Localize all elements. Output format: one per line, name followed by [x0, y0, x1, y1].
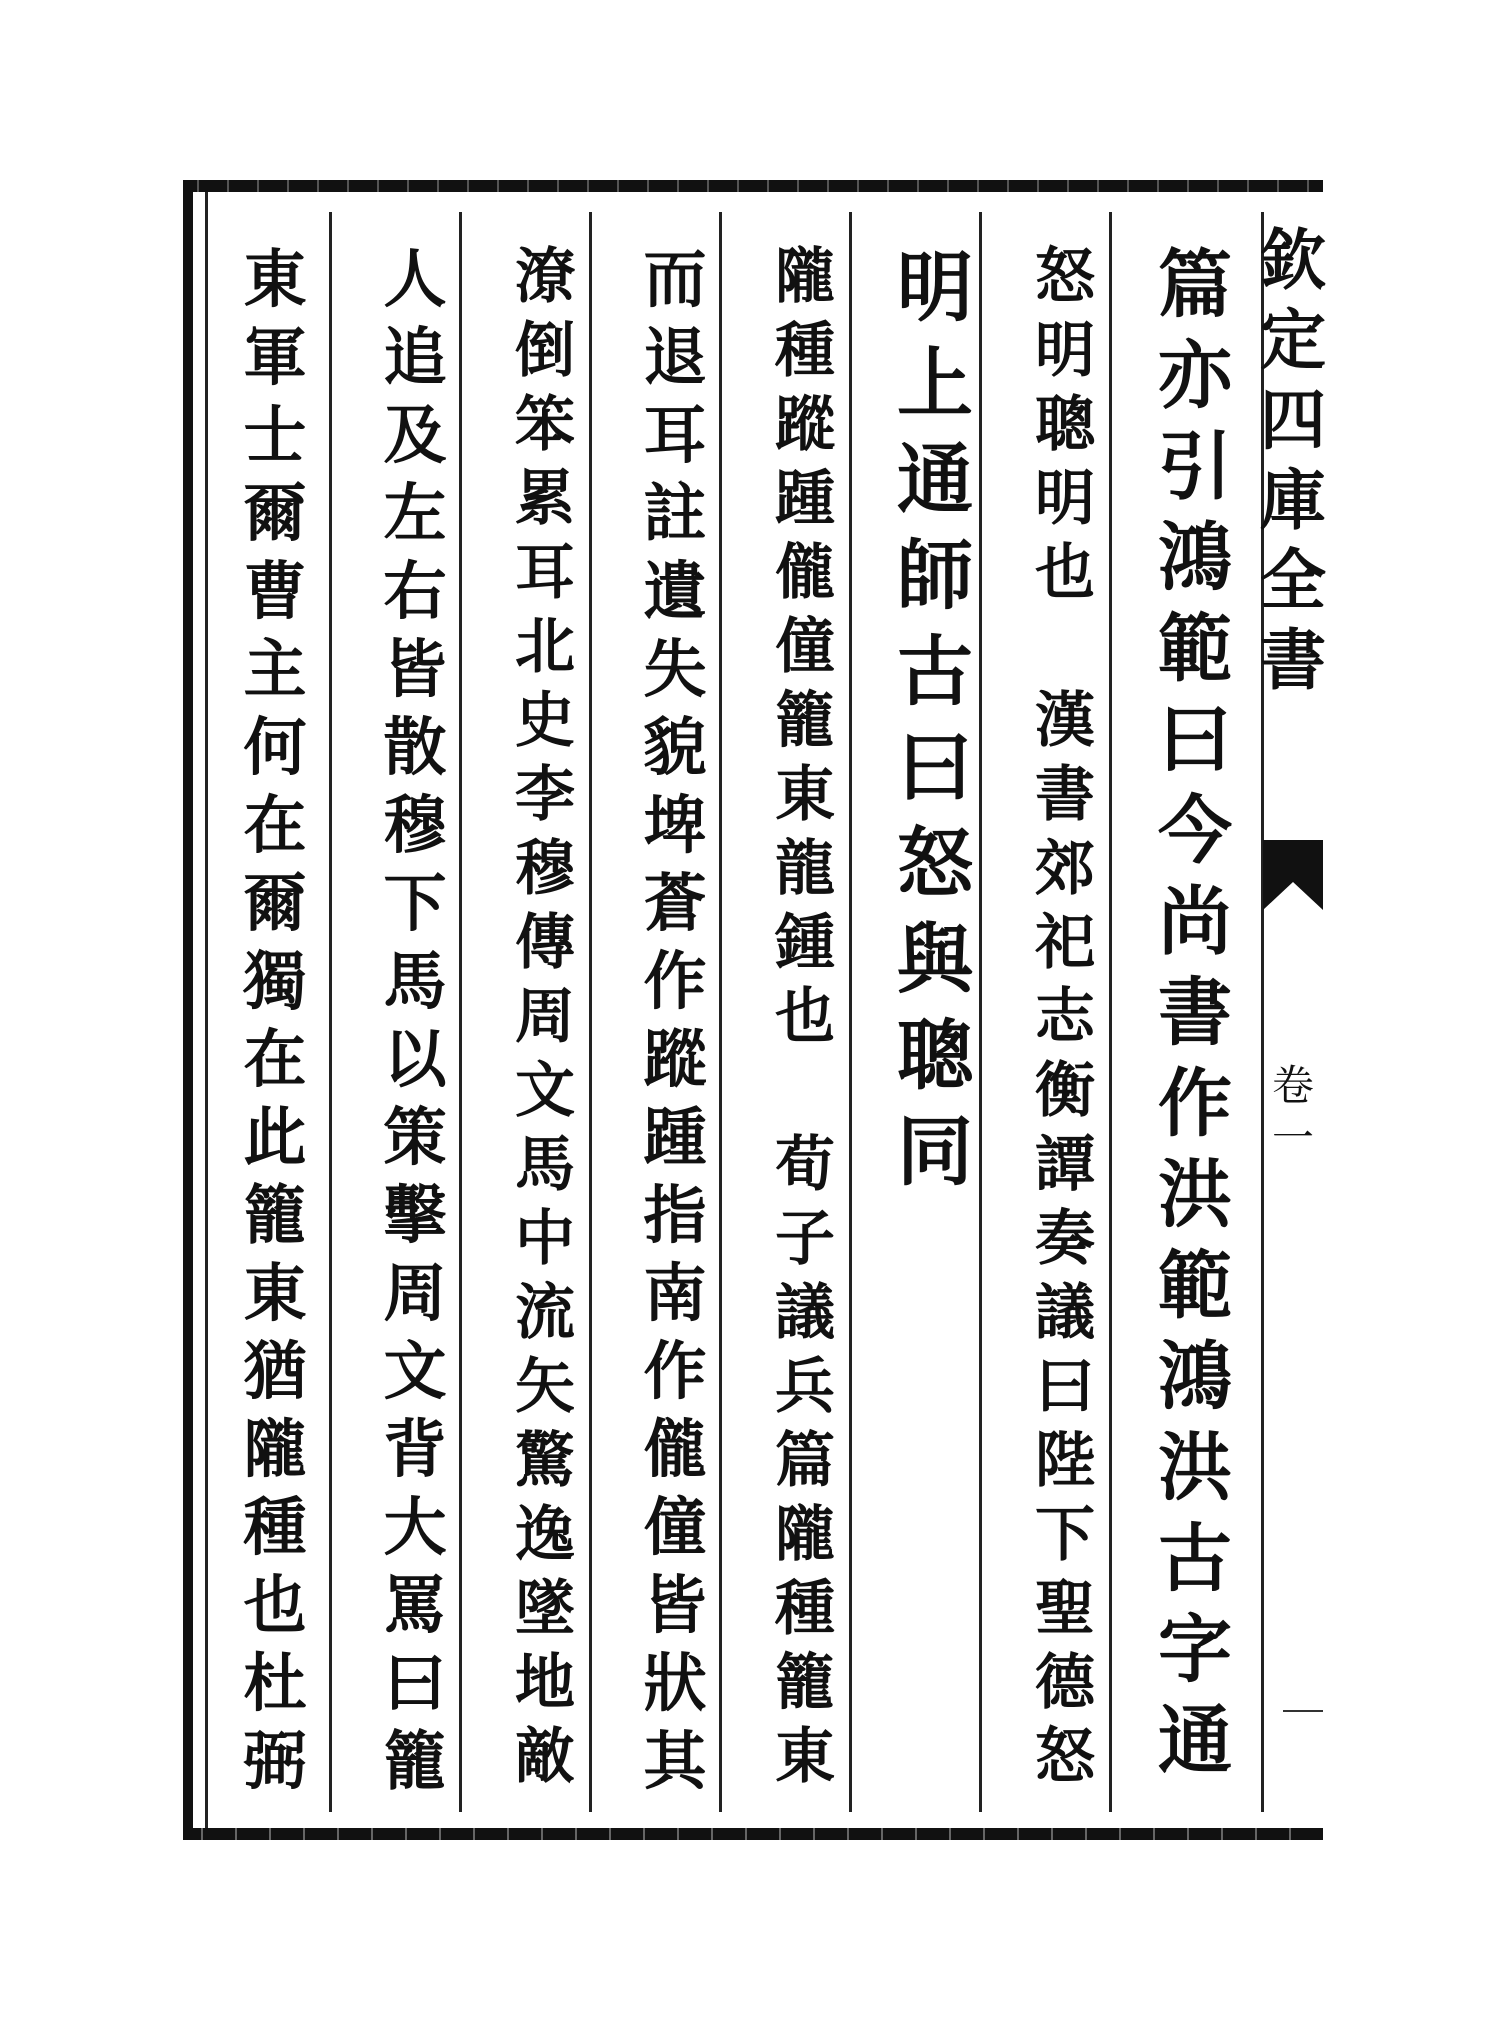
character: 種 — [243, 1490, 307, 1564]
character: 祀 — [1035, 908, 1095, 978]
character: 卷 — [1271, 1061, 1314, 1110]
character: 種 — [775, 1574, 835, 1644]
text-column-5 — [623, 240, 727, 1800]
character: 兵 — [775, 1352, 835, 1422]
character: 主 — [243, 632, 307, 706]
character: 子 — [775, 1204, 835, 1274]
character: 隴 — [243, 1412, 307, 1486]
character: 作 — [643, 944, 707, 1018]
character: 隴 — [775, 1500, 835, 1570]
character: 爾 — [243, 476, 307, 550]
character: 師 — [897, 531, 973, 620]
character: 定 — [1260, 301, 1326, 379]
character: 士 — [243, 398, 307, 472]
text-column-7 — [363, 240, 467, 1800]
character: 馬 — [515, 1130, 575, 1200]
character: 聖 — [1035, 1574, 1095, 1644]
character: 亦 — [1158, 333, 1232, 419]
character: 曰 — [1035, 1352, 1095, 1422]
character: 範 — [1158, 606, 1232, 692]
character: 軍 — [243, 320, 307, 394]
character: 奏 — [1035, 1204, 1095, 1274]
character: 此 — [243, 1100, 307, 1174]
frame-left-border — [183, 180, 193, 1840]
character: 北 — [515, 612, 575, 682]
character: 儱 — [643, 1412, 707, 1486]
character: 蹤 — [643, 1022, 707, 1096]
character: 蹤 — [775, 390, 835, 460]
character: 周 — [383, 1256, 447, 1330]
page-mark — [1283, 1710, 1323, 1712]
character: 累 — [515, 464, 575, 534]
character: 獨 — [243, 944, 307, 1018]
character: 志 — [1035, 982, 1095, 1052]
character: 四 — [1260, 381, 1326, 459]
character: 鍾 — [775, 908, 835, 978]
character: 穆 — [515, 834, 575, 904]
character: 踵 — [775, 464, 835, 534]
character: 周 — [515, 982, 575, 1052]
character: 譚 — [1035, 1130, 1095, 1200]
character: 籠 — [243, 1178, 307, 1252]
character: 狀 — [643, 1646, 707, 1720]
character: 明 — [1035, 316, 1095, 386]
character: 全 — [1260, 541, 1326, 619]
character: 聰 — [897, 1011, 973, 1100]
character: 墜 — [515, 1574, 575, 1644]
character: 大 — [383, 1490, 447, 1564]
character: 籠 — [775, 1648, 835, 1718]
text-column-6 — [493, 240, 597, 1794]
character: 通 — [897, 435, 973, 524]
character: 背 — [383, 1412, 447, 1486]
character: 也 — [243, 1568, 307, 1642]
character: 鴻 — [1158, 515, 1232, 601]
character: 漢 — [1035, 686, 1095, 756]
character: 今 — [1158, 788, 1232, 874]
character: 龍 — [775, 834, 835, 904]
character: 一 — [1271, 1113, 1314, 1162]
character: 埤 — [643, 788, 707, 862]
character: 曰 — [383, 1646, 447, 1720]
character: 杜 — [243, 1646, 307, 1720]
character: 怒 — [1035, 1722, 1095, 1792]
character: 種 — [775, 316, 835, 386]
character: 中 — [515, 1204, 575, 1274]
character: 書 — [1158, 970, 1232, 1056]
character: 東 — [243, 1256, 307, 1330]
character: 失 — [643, 632, 707, 706]
character: 以 — [383, 1022, 447, 1096]
character: 議 — [775, 1278, 835, 1348]
character: 史 — [515, 686, 575, 756]
character: 範 — [1158, 1243, 1232, 1329]
character: 策 — [383, 1100, 447, 1174]
character: 笨 — [515, 390, 575, 460]
character: 明 — [1035, 464, 1095, 534]
fish-tail-mark — [1263, 840, 1323, 910]
character: 陛 — [1035, 1426, 1095, 1496]
character: 衡 — [1035, 1056, 1095, 1126]
text-column-3 — [883, 240, 987, 1200]
character: 籠 — [775, 686, 835, 756]
character: 古 — [897, 627, 973, 716]
frame-inner-line — [205, 192, 208, 1828]
character: 怒 — [897, 819, 973, 908]
character: 同 — [897, 1107, 973, 1196]
character: 貌 — [643, 710, 707, 784]
margin-title — [1260, 220, 1326, 700]
character: 也 — [1035, 538, 1095, 608]
character: 擊 — [383, 1178, 447, 1252]
character: 儱 — [775, 538, 835, 608]
character: 蒼 — [643, 866, 707, 940]
character: 皆 — [383, 632, 447, 706]
character: 其 — [643, 1724, 707, 1798]
character: 與 — [897, 915, 973, 1004]
character: 作 — [1158, 1061, 1232, 1147]
character: 爾 — [243, 866, 307, 940]
character: 尚 — [1158, 879, 1232, 965]
character: 追 — [383, 320, 447, 394]
character: 下 — [383, 866, 447, 940]
frame-top-border — [183, 180, 1323, 192]
character: 驚 — [515, 1426, 575, 1496]
character: 散 — [383, 710, 447, 784]
character: 上 — [897, 339, 973, 428]
character: 洪 — [1158, 1152, 1232, 1238]
character: 地 — [515, 1648, 575, 1718]
character: 馬 — [383, 944, 447, 1018]
character: 曰 — [1158, 697, 1232, 783]
character: 洪 — [1158, 1425, 1232, 1511]
text-column-4 — [753, 240, 857, 1794]
character: 流 — [515, 1278, 575, 1348]
character: 穆 — [383, 788, 447, 862]
character: 耳 — [643, 398, 707, 472]
column-rule — [329, 212, 332, 1812]
character: 罵 — [383, 1568, 447, 1642]
character: 退 — [643, 320, 707, 394]
character: 篇 — [775, 1426, 835, 1496]
character: 郊 — [1035, 834, 1095, 904]
character: 倒 — [515, 316, 575, 386]
character: 隴 — [775, 242, 835, 312]
character: 古 — [1158, 1516, 1232, 1602]
character: 在 — [243, 1022, 307, 1096]
character: 遺 — [643, 554, 707, 628]
volume-label — [1265, 1060, 1321, 1164]
frame-bottom-border — [183, 1828, 1323, 1840]
character: 字 — [1158, 1607, 1232, 1693]
character: 東 — [775, 760, 835, 830]
character: 指 — [643, 1178, 707, 1252]
character: 文 — [383, 1334, 447, 1408]
character: 聰 — [1035, 390, 1095, 460]
character: 弼 — [243, 1724, 307, 1798]
character: 通 — [1158, 1698, 1232, 1784]
character: 篇 — [1158, 242, 1232, 328]
character: 怒 — [1035, 242, 1095, 312]
character: 逸 — [515, 1500, 575, 1570]
character: 踵 — [643, 1100, 707, 1174]
character: 作 — [643, 1334, 707, 1408]
character: 何 — [243, 710, 307, 784]
character: 而 — [643, 242, 707, 316]
character: 敵 — [515, 1722, 575, 1792]
character: 也 — [775, 982, 835, 1052]
character: 下 — [1035, 1500, 1095, 1570]
character: 庫 — [1260, 461, 1326, 539]
character: 李 — [515, 760, 575, 830]
character: 德 — [1035, 1648, 1095, 1718]
character: 鴻 — [1158, 1334, 1232, 1420]
character: 欽 — [1260, 221, 1326, 299]
character: 僮 — [775, 612, 835, 682]
character: 人 — [383, 242, 447, 316]
character: 僮 — [643, 1490, 707, 1564]
character: 曹 — [243, 554, 307, 628]
character: 引 — [1158, 424, 1232, 510]
character: 曰 — [897, 723, 973, 812]
character: 及 — [383, 398, 447, 472]
text-column-1 — [1143, 240, 1247, 1787]
character: 註 — [643, 476, 707, 550]
character: 書 — [1035, 760, 1095, 830]
character: 文 — [515, 1056, 575, 1126]
character: 皆 — [643, 1568, 707, 1642]
character: 左 — [383, 476, 447, 550]
character: 東 — [243, 242, 307, 316]
text-column-2 — [1013, 240, 1117, 1794]
character: 明 — [897, 243, 973, 332]
character: 傳 — [515, 908, 575, 978]
character: 書 — [1260, 621, 1326, 699]
text-column-8 — [223, 240, 327, 1800]
character: 東 — [775, 1722, 835, 1792]
character: 猶 — [243, 1334, 307, 1408]
character: 荀 — [775, 1130, 835, 1200]
character: 籠 — [383, 1724, 447, 1798]
character: 南 — [643, 1256, 707, 1330]
character: 矢 — [515, 1352, 575, 1422]
character: 潦 — [515, 242, 575, 312]
page-frame — [183, 180, 1326, 1840]
character: 議 — [1035, 1278, 1095, 1348]
character: 在 — [243, 788, 307, 862]
character: 耳 — [515, 538, 575, 608]
character: 右 — [383, 554, 447, 628]
